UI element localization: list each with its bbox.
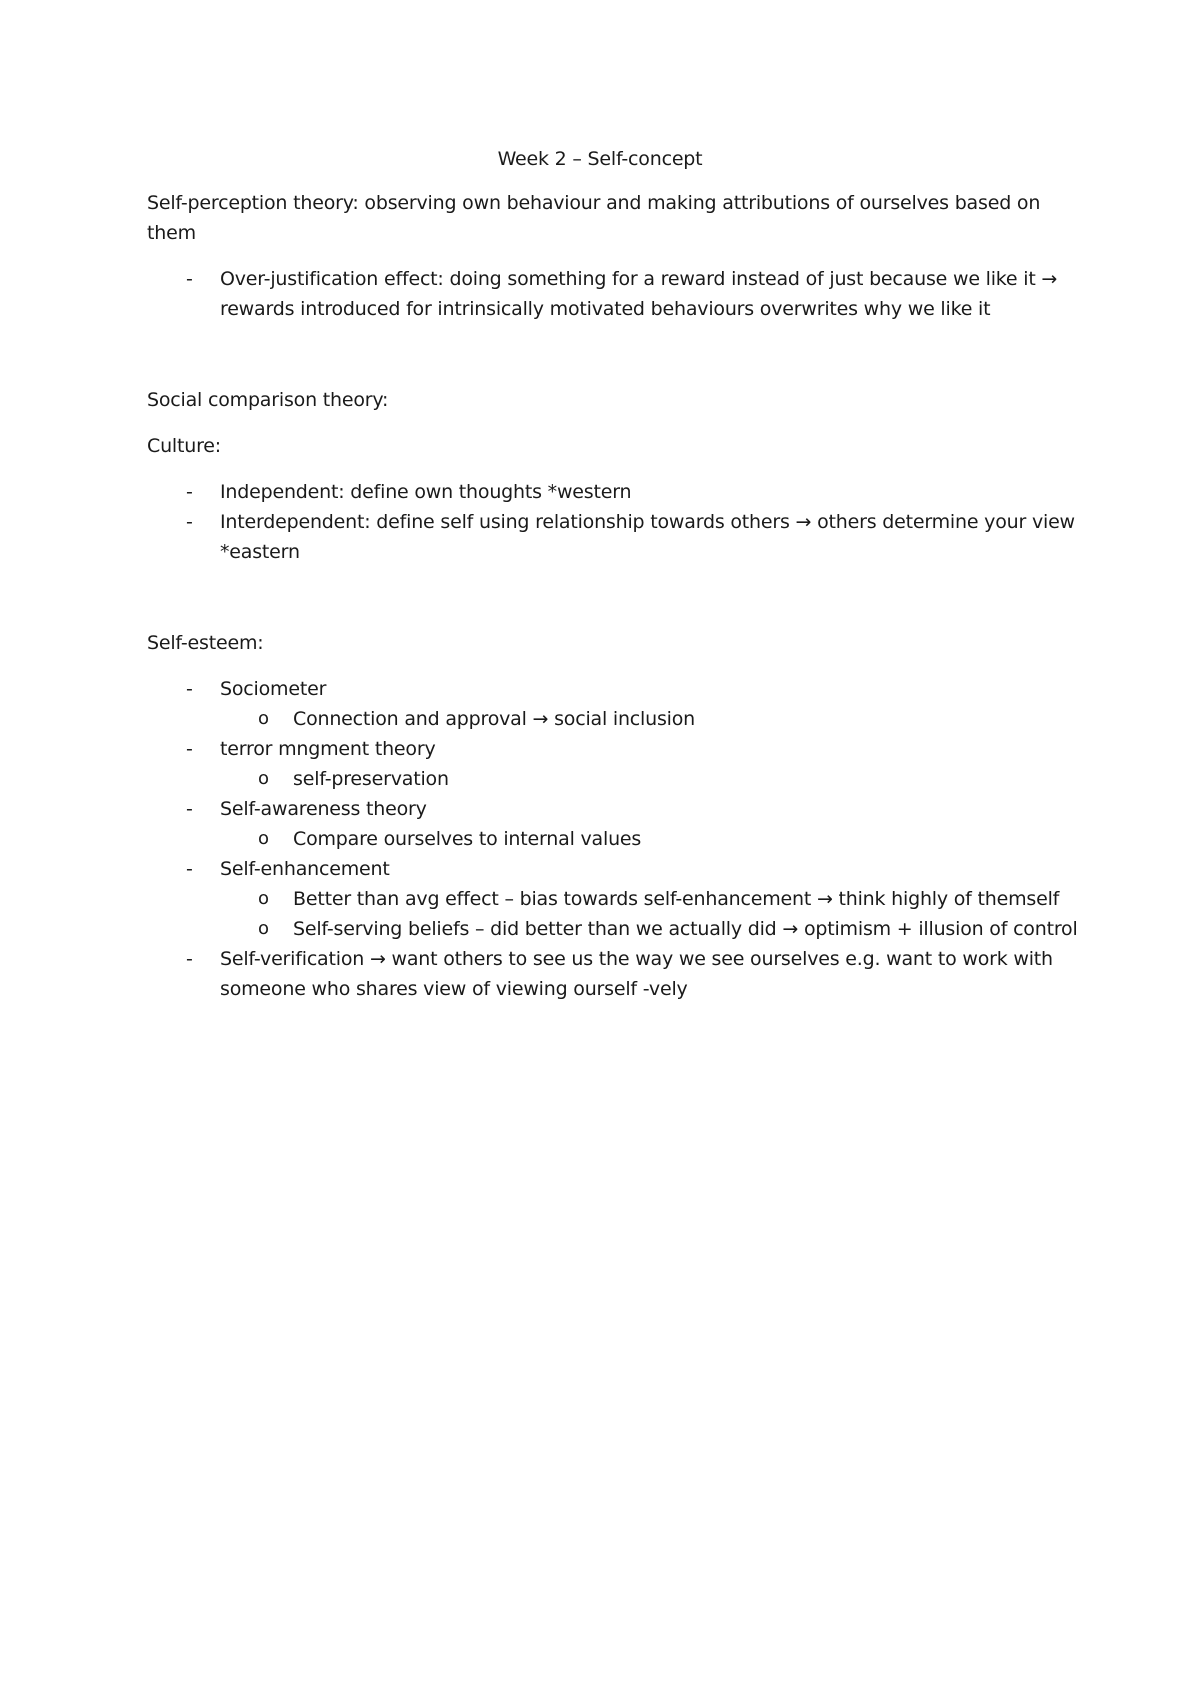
culture-interdependent-line-1: Interdependent: define self using relationship towards others → others determine your view bbox=[220, 511, 1075, 533]
bullet-dash: - bbox=[186, 678, 193, 700]
bullet-dash: - bbox=[186, 858, 193, 880]
self-perception-line-1: Self-perception theory: observing own behaviour and making attributions of ourselves based on bbox=[147, 192, 1041, 214]
sub-bullet: o bbox=[258, 918, 270, 939]
self-serving-beliefs-sub: Self-serving beliefs – did better than we actually did → optimism + illusion of control bbox=[293, 918, 1078, 940]
culture-interdependent-line-2: *eastern bbox=[220, 541, 300, 563]
sociometer-item: Sociometer bbox=[220, 678, 327, 700]
sub-bullet: o bbox=[258, 828, 270, 849]
culture-independent: Independent: define own thoughts *western bbox=[220, 481, 632, 503]
self-awareness-item: Self-awareness theory bbox=[220, 798, 427, 820]
over-justification-line-1: Over-justification effect: doing something for a reward instead of just because we like it → bbox=[220, 268, 1058, 290]
bullet-dash: - bbox=[186, 948, 193, 970]
self-awareness-sub: Compare ourselves to internal values bbox=[293, 828, 642, 850]
social-comparison-heading: Social comparison theory: bbox=[147, 389, 389, 411]
bullet-dash: - bbox=[186, 481, 193, 503]
sociometer-sub: Connection and approval → social inclusion bbox=[293, 708, 696, 730]
terror-management-sub: self-preservation bbox=[293, 768, 449, 790]
sub-bullet: o bbox=[258, 888, 270, 909]
bullet-dash: - bbox=[186, 738, 193, 760]
page-title: Week 2 – Self-concept bbox=[497, 148, 703, 170]
over-justification-line-2: rewards introduced for intrinsically motivated behaviours overwrites why we like it bbox=[220, 298, 991, 320]
bullet-dash: - bbox=[186, 511, 193, 533]
self-verification-line-2: someone who shares view of viewing ourself -vely bbox=[220, 978, 688, 1000]
sub-bullet: o bbox=[258, 708, 270, 729]
self-esteem-heading: Self-esteem: bbox=[147, 632, 264, 654]
self-enhancement-item: Self-enhancement bbox=[220, 858, 390, 880]
self-verification-line-1: Self-verification → want others to see us the way we see ourselves e.g. want to work with bbox=[220, 948, 1053, 970]
self-perception-line-2: them bbox=[147, 222, 196, 244]
bullet-dash: - bbox=[186, 798, 193, 820]
culture-heading: Culture: bbox=[147, 435, 221, 457]
better-than-avg-sub: Better than avg effect – bias towards self-enhancement → think highly of themself bbox=[293, 888, 1060, 910]
bullet-dash: - bbox=[186, 268, 193, 290]
terror-management-item: terror mngment theory bbox=[220, 738, 436, 760]
sub-bullet: o bbox=[258, 768, 270, 789]
